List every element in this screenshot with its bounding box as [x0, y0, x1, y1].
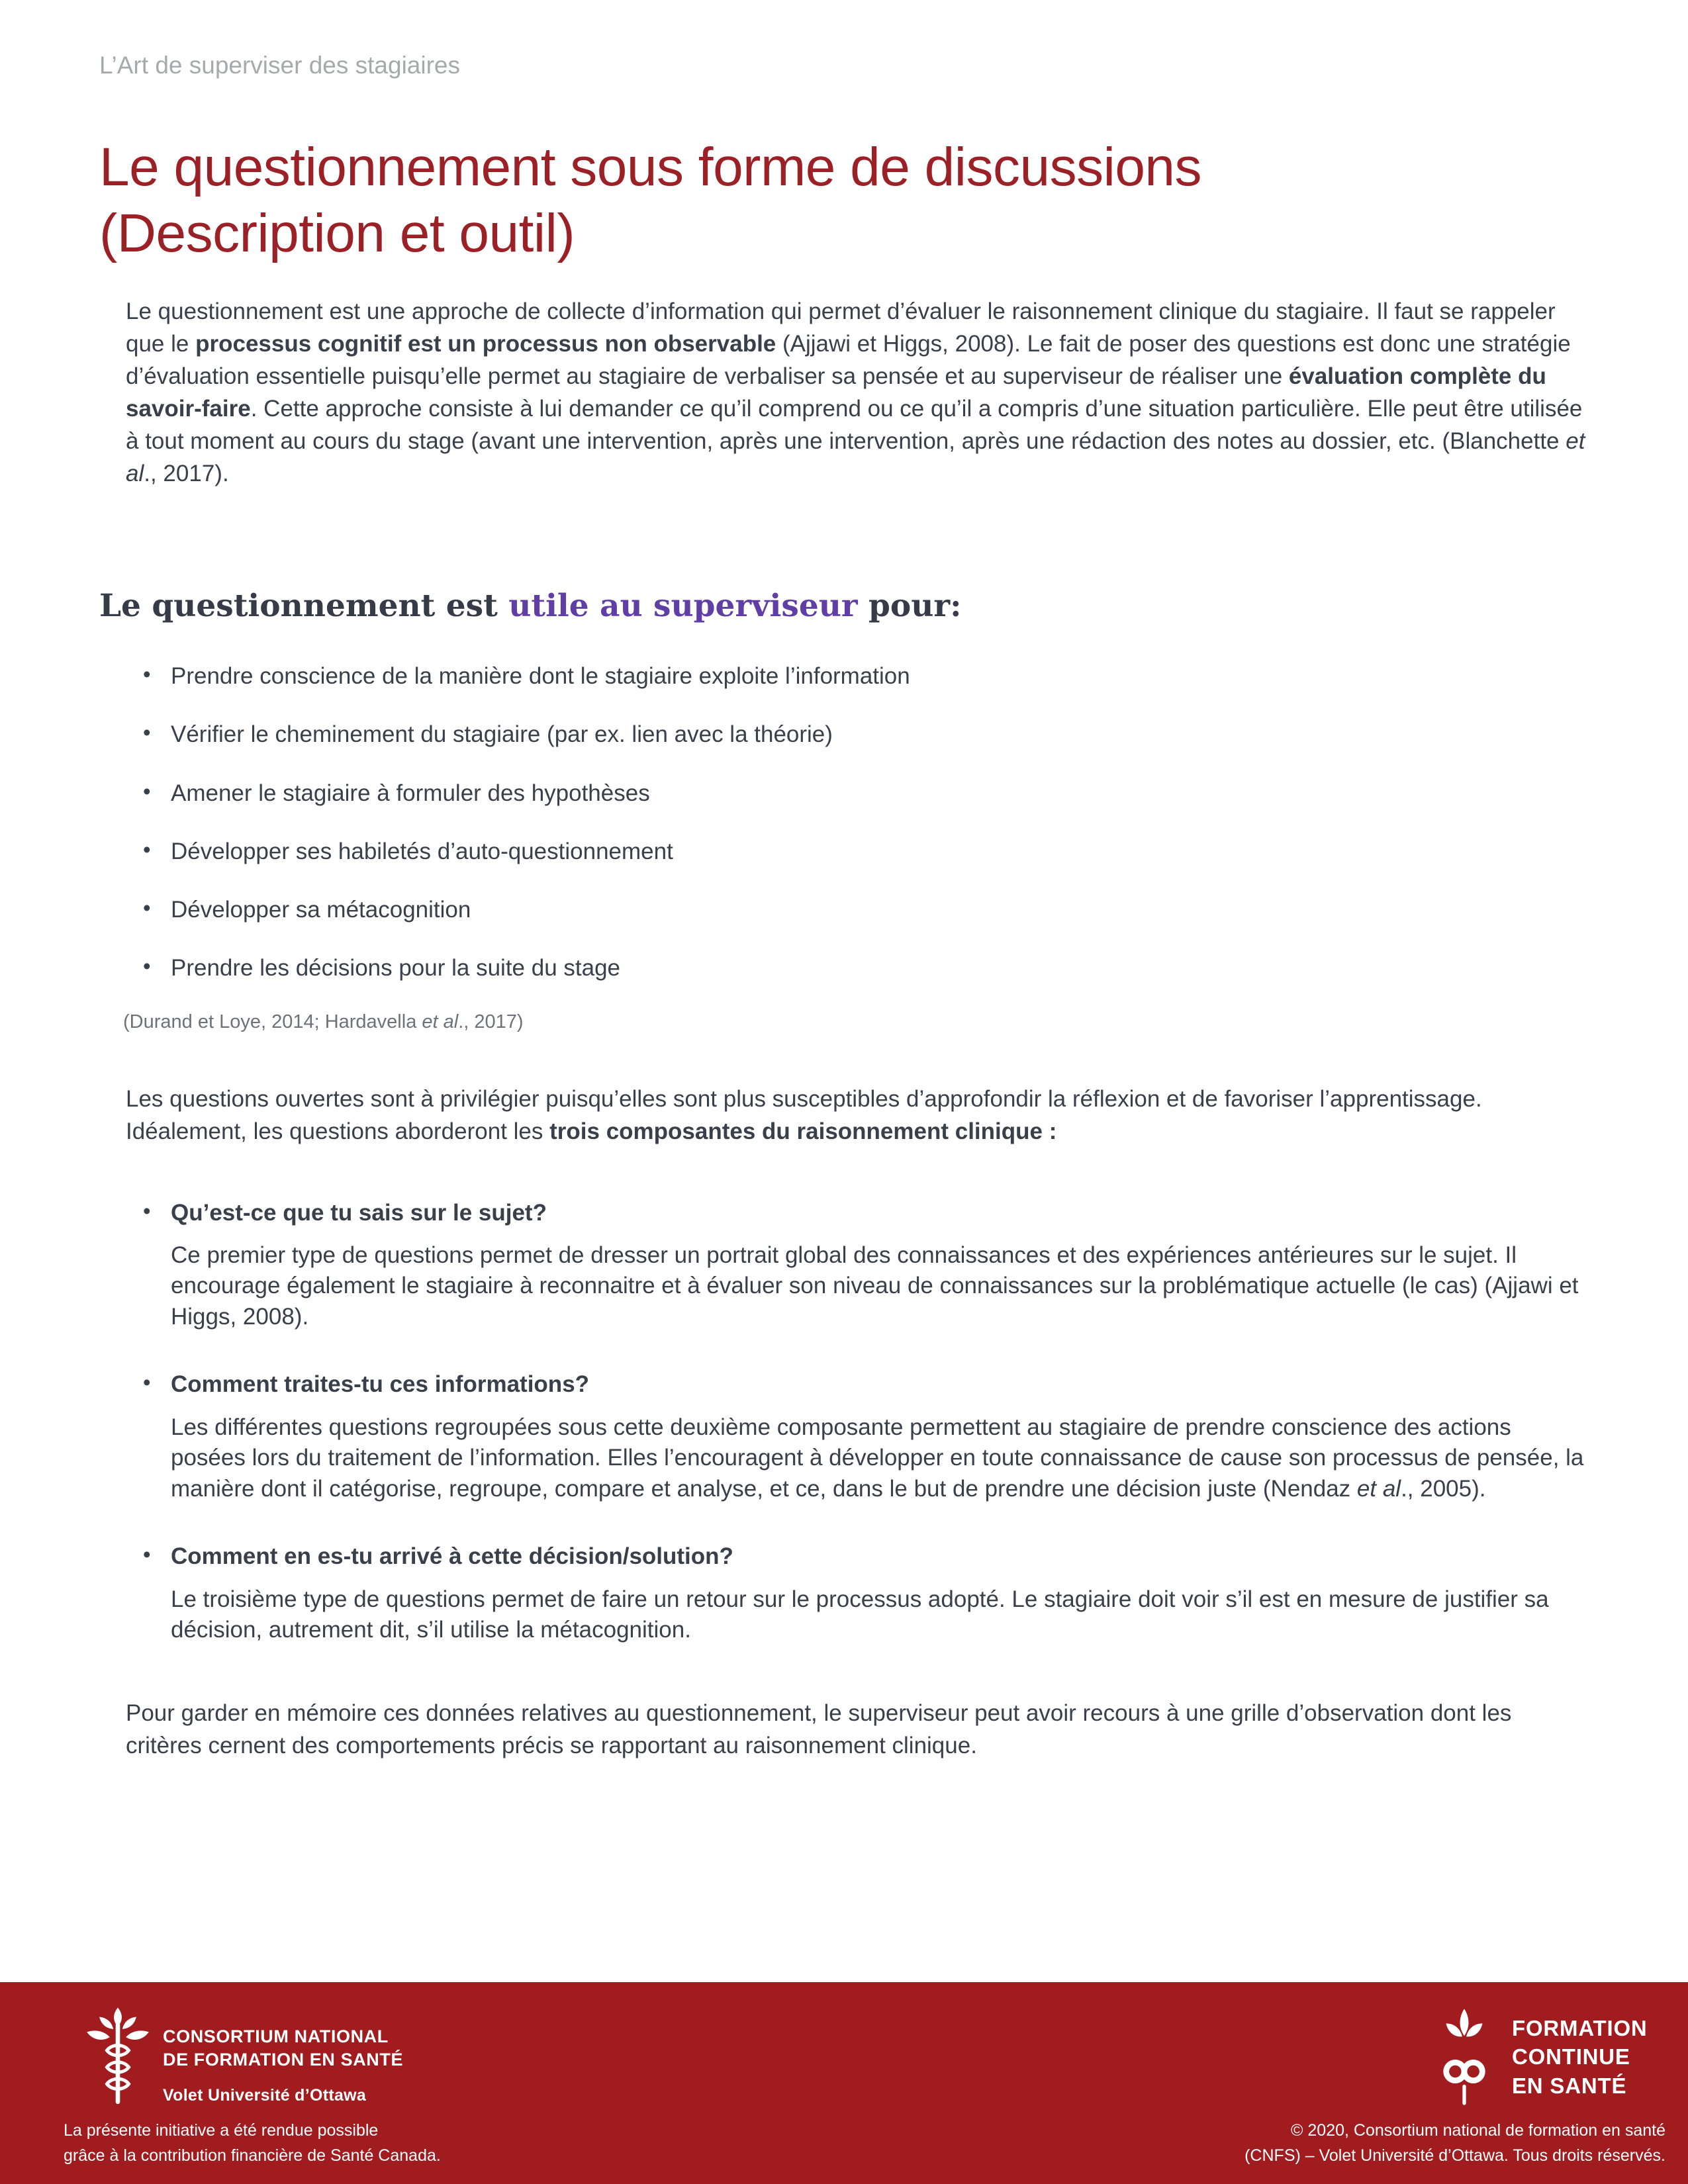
- composante-body-2-seg3: ., 2005).: [1401, 1475, 1486, 1502]
- intro-seg7: ., 2017).: [144, 461, 229, 487]
- composante-body-2-seg1: Les différentes questions regroupées sous cette deuxième composante permettent au stagiaire de prendre conscience des actions posées lors du traitement de l’information. Elles l’encouragent à développer en toute connaissance de cause son processus de pensée, la manière dont il catégorise, regroupe, compare et analyse, et ce, dans le but de prendre une décision juste (Nendaz: [171, 1414, 1584, 1502]
- list-item: • Prendre conscience de la manière dont le stagiaire exploite l’information: [171, 660, 1587, 692]
- caduceus-leaves-icon: [83, 2006, 152, 2107]
- copyright-line2: (CNFS) – Volet Université d’Ottawa. Tous droits réservés.: [1244, 2146, 1665, 2165]
- leaf-infinity-icon: [1435, 2007, 1493, 2107]
- cnfs-line1: CONSORTIUM NATIONAL: [163, 2026, 389, 2046]
- intro-seg2-bold: processus cognitif est un processus non observable: [195, 331, 776, 357]
- fcs-line3: EN SANTÉ: [1512, 2073, 1627, 2098]
- composantes-list: [99, 1197, 1589, 1646]
- heading-seg3: pour:: [857, 588, 962, 625]
- fcs-line2: CONTINUE: [1512, 2044, 1630, 2070]
- page-title-line1: Le questionnement sous forme de discussions: [99, 137, 1202, 197]
- superviseur-goals-list: [99, 660, 1589, 984]
- page-title: [99, 134, 1589, 267]
- citation-seg2-italic: et al: [422, 1011, 459, 1032]
- composante-item-1: [171, 1197, 1587, 1333]
- list-item: • Développer ses habiletés d’auto-questionnement: [171, 836, 1587, 867]
- intro-seg4-bold: évaluation complète du savoir-faire: [126, 363, 1546, 422]
- composante-question-3: • Comment en es-tu arrivé à cette décision/solution?: [171, 1543, 733, 1570]
- cnfs-volet: Volet Université d’Ottawa: [163, 2086, 367, 2105]
- intro-seg5: . Cette approche consiste à lui demander ce qu’il comprend ou ce qu’il a compris d’une situation particulière. Elle peut être utilisée à tout moment au cours du stage (avant une intervention, après une intervention, après une rédaction des notes au dossier, etc. (Blanchette: [126, 396, 1583, 455]
- citation-seg3: ., 2017): [458, 1011, 524, 1032]
- citation-line: [123, 1011, 1589, 1033]
- composante-body-2-seg2-italic: et al: [1356, 1475, 1401, 1502]
- composante-item-2: [171, 1369, 1587, 1504]
- eyebrow-header: L’Art de superviser des stagiaires: [99, 52, 460, 79]
- list-item: • Prendre les décisions pour la suite du stage: [171, 952, 1587, 983]
- heading-seg1: Le questionnement est: [99, 588, 509, 625]
- copyright-line1: © 2020, Consortium national de formation en santé: [1291, 2121, 1665, 2140]
- composante-body-2: [171, 1412, 1587, 1505]
- fcs-line1: FORMATION: [1512, 2015, 1648, 2040]
- intro-seg1: Le questionnement est une approche de collecte d’information qui permet d’évaluer le raisonnement clinique du stagiaire. Il faut se rappeler que le: [126, 298, 1556, 357]
- intro-seg6-italic: et al: [126, 428, 1585, 487]
- composantes-intro-paragraph: [126, 1083, 1589, 1148]
- cnfs-line2: DE FORMATION EN SANTÉ: [163, 2049, 404, 2070]
- funding-line1: La présente initiative a été rendue possible: [64, 2121, 379, 2140]
- composante-body-3: Le troisième type de questions permet de faire un retour sur le processus adopté. Le stagiaire doit voir s’il est en mesure de justifier sa décision, autrement dit, s’il utilise la métacognition.: [171, 1586, 1549, 1643]
- composante-question-1: • Qu’est-ce que tu sais sur le sujet?: [171, 1199, 547, 1226]
- composante-item-3: [171, 1541, 1587, 1645]
- composantes-intro-seg1: Les questions ouvertes sont à privilégier puisqu’elles sont plus susceptibles d’approfondir la réflexion et de favoriser l’apprentissage. Idéalement, les questions aborderont les: [126, 1085, 1482, 1144]
- list-item: • Amener le stagiaire à formuler des hypothèses: [171, 778, 1587, 809]
- fcs-logo: [1435, 2007, 1648, 2107]
- section-heading-superviseur: [99, 588, 1589, 624]
- cnfs-logo: [83, 2006, 403, 2107]
- funding-line2: grâce à la contribution financière de Santé Canada.: [64, 2146, 441, 2165]
- composantes-intro-seg2-bold: trois composantes du raisonnement clinique :: [549, 1118, 1057, 1144]
- fcs-logo-text: [1512, 2014, 1648, 2101]
- heading-seg2-purple: utile au superviseur: [508, 588, 858, 625]
- copyright-note: [1244, 2118, 1665, 2168]
- list-item: • Vérifier le cheminement du stagiaire (par ex. lien avec la théorie): [171, 719, 1587, 750]
- intro-seg3: (Ajjawi et Higgs, 2008). Le fait de poser des questions est donc une stratégie d’évaluation essentielle puisqu’elle permet au stagiaire de verbaliser sa pensée et au superviseur de réaliser une: [126, 331, 1571, 390]
- list-item: • Développer sa métacognition: [171, 894, 1587, 925]
- intro-paragraph: [126, 295, 1589, 490]
- citation-seg1: (Durand et Loye, 2014; Hardavella: [123, 1011, 422, 1032]
- composante-question-2: • Comment traites-tu ces informations?: [171, 1371, 590, 1398]
- closing-paragraph: Pour garder en mémoire ces données relatives au questionnement, le superviseur peut avoir recours à une grille d’observation dont les critères cernent des comportements précis se rapportant au raisonnement clinique.: [126, 1700, 1512, 1758]
- footer-band: [0, 1982, 1688, 2184]
- composante-body-1: Ce premier type de questions permet de dresser un portrait global des connaissances et des expériences antérieures sur le sujet. Il encourage également le stagiaire à reconnaitre et à évaluer son niveau de connaissances sur la problématique actuelle (le cas) (Ajjawi et Higgs, 2008).: [171, 1242, 1579, 1330]
- funding-note: [64, 2118, 441, 2168]
- page-title-line2: (Description et outil): [99, 203, 575, 264]
- cnfs-logo-text: [163, 2025, 403, 2107]
